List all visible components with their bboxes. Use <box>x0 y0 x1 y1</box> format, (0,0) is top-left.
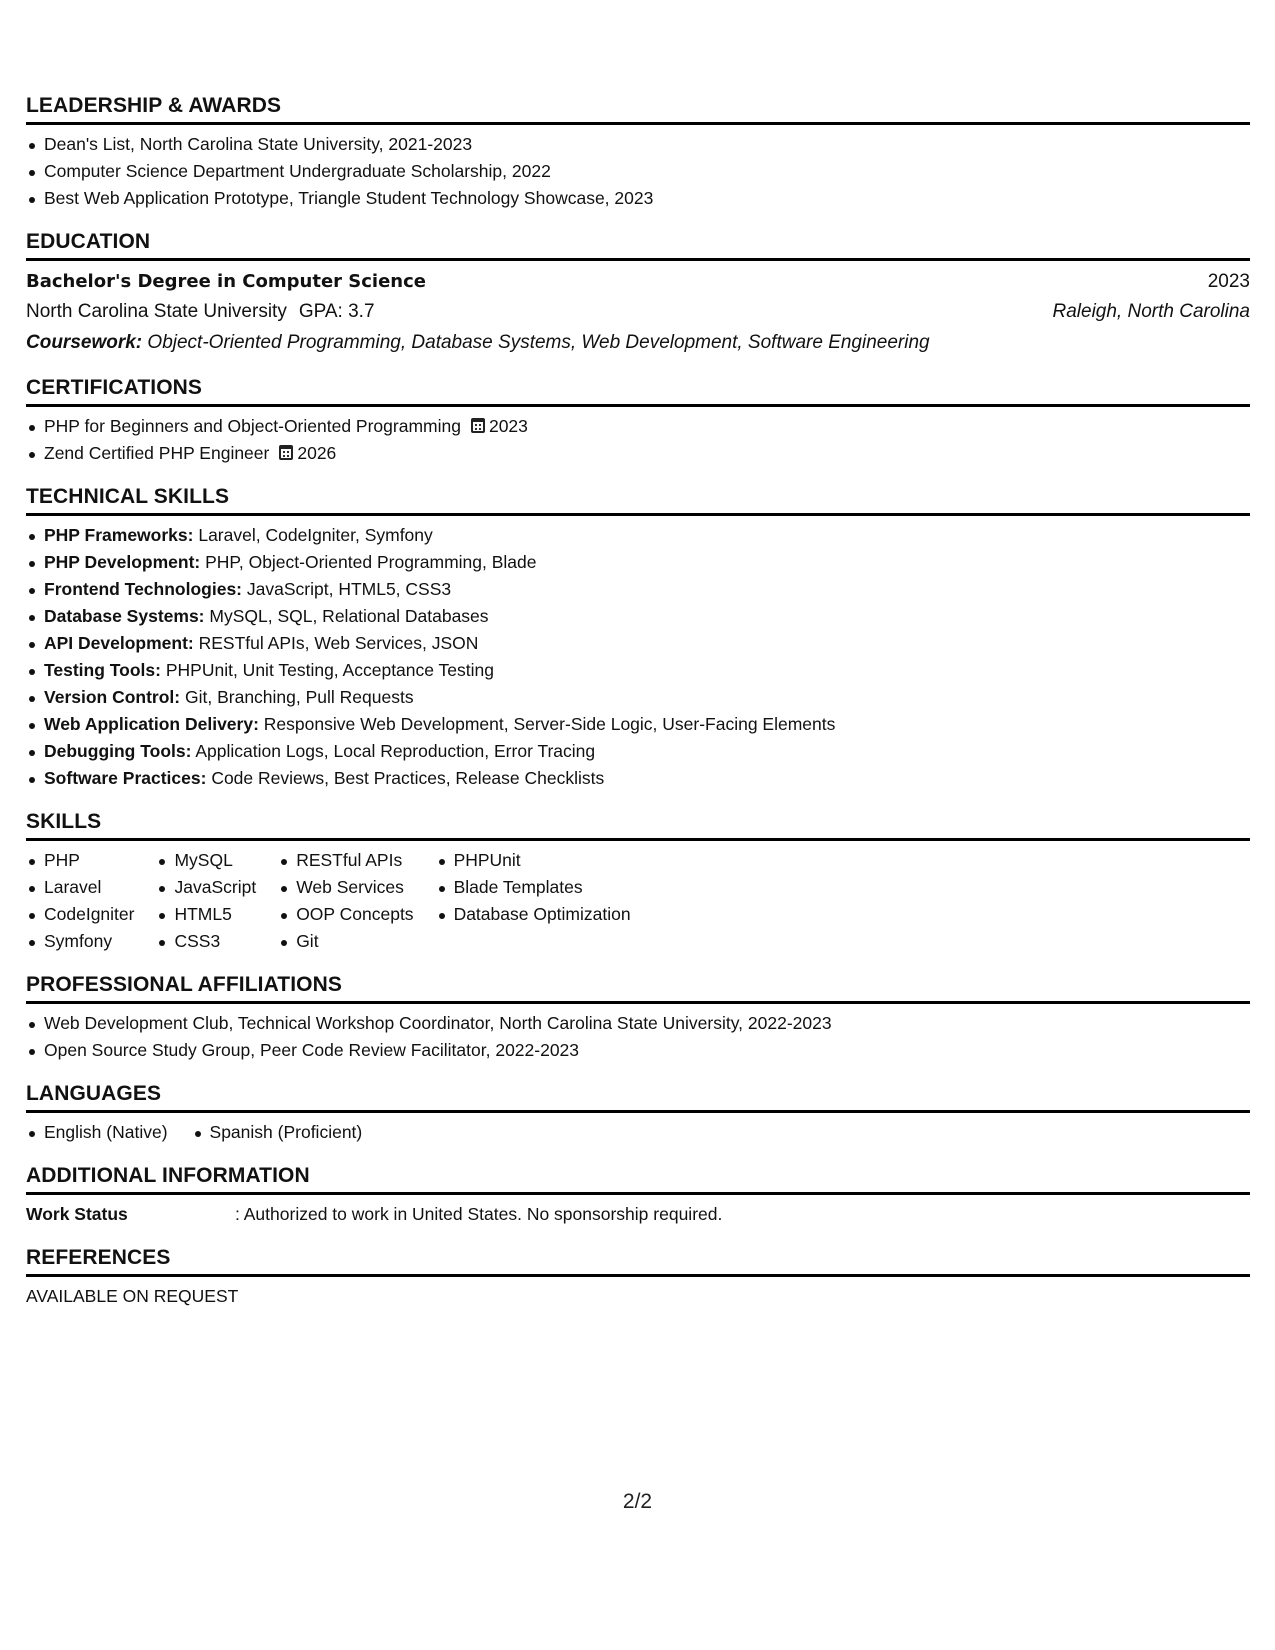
list-item: Dean's List, North Carolina State University, 2021-2023 <box>26 131 1250 158</box>
list-item: CSS3 <box>156 928 256 955</box>
certifications-list <box>26 413 1250 467</box>
section-title: SKILLS <box>26 809 1250 841</box>
references-text: AVAILABLE ON REQUEST <box>26 1286 239 1306</box>
skill-label: Version Control: <box>44 687 181 707</box>
list-item: Spanish (Proficient) <box>192 1119 363 1146</box>
skill-value: Responsive Web Development, Server-Side Logic, User-Facing Elements <box>263 714 836 734</box>
leadership-list <box>26 131 1250 212</box>
section-title: EDUCATION <box>26 229 1250 261</box>
section-title: CERTIFICATIONS <box>26 375 1250 407</box>
skill-label: Debugging Tools: <box>44 741 192 761</box>
languages-list <box>26 1119 1250 1146</box>
certification-name: PHP for Beginners and Object-Oriented Programming <box>44 416 461 436</box>
list-item: English (Native) <box>26 1119 168 1146</box>
references-section <box>26 1245 1250 1309</box>
list-item: Best Web Application Prototype, Triangle Student Technology Showcase, 2023 <box>26 185 1250 212</box>
list-item <box>26 576 1250 603</box>
list-item <box>26 711 1250 738</box>
list-item: PHP <box>26 847 134 874</box>
list-item <box>26 549 1250 576</box>
skill-label: PHP Frameworks: <box>44 525 194 545</box>
education-school-row <box>26 297 1250 327</box>
skill-value: MySQL, SQL, Relational Databases <box>209 606 489 626</box>
skills-grid <box>26 847 1250 955</box>
certifications-section <box>26 375 1250 467</box>
skills-column <box>26 847 134 955</box>
list-item: Web Services <box>278 874 413 901</box>
calendar-icon <box>279 445 293 460</box>
skills-column <box>156 847 256 955</box>
skill-label: Frontend Technologies: <box>44 579 243 599</box>
skill-value: Application Logs, Local Reproduction, Error Tracing <box>195 741 596 761</box>
skill-value: Code Reviews, Best Practices, Release Checklists <box>211 768 605 788</box>
education-header-row <box>26 267 1250 297</box>
calendar-icon <box>471 418 485 433</box>
section-title: PROFESSIONAL AFFILIATIONS <box>26 972 1250 1004</box>
technical-skills-section <box>26 484 1250 792</box>
certification-name: Zend Certified PHP Engineer <box>44 443 270 463</box>
skill-value: RESTful APIs, Web Services, JSON <box>198 633 479 653</box>
list-item <box>26 657 1250 684</box>
list-item: Database Optimization <box>436 901 631 928</box>
skill-value: Laravel, CodeIgniter, Symfony <box>198 525 433 545</box>
skill-label: Database Systems: <box>44 606 205 626</box>
list-item: JavaScript <box>156 874 256 901</box>
education-section <box>26 229 1250 358</box>
list-item <box>26 738 1250 765</box>
section-title: TECHNICAL SKILLS <box>26 484 1250 516</box>
list-item: Laravel <box>26 874 134 901</box>
gpa: GPA: 3.7 <box>298 301 375 322</box>
list-item <box>26 440 1250 467</box>
work-status-label: Work Status <box>26 1204 128 1224</box>
certification-year: 2023 <box>488 416 528 436</box>
school-info <box>26 297 375 327</box>
coursework <box>26 327 1250 358</box>
list-item: HTML5 <box>156 901 256 928</box>
list-item: CodeIgniter <box>26 901 134 928</box>
list-item <box>26 413 1250 440</box>
skill-value: Git, Branching, Pull Requests <box>185 687 414 707</box>
skill-value: PHPUnit, Unit Testing, Acceptance Testing <box>165 660 495 680</box>
work-status-row <box>26 1201 1250 1228</box>
skill-label: Web Application Delivery: <box>44 714 259 734</box>
degree: Bachelor's Degree in Computer Science <box>26 271 426 292</box>
school-name: North Carolina State University <box>26 301 287 322</box>
list-item: Computer Science Department Undergraduate Scholarship, 2022 <box>26 158 1250 185</box>
skill-label: Software Practices: <box>44 768 207 788</box>
section-title: LEADERSHIP & AWARDS <box>26 93 1250 125</box>
graduation-year: 2023 <box>1207 271 1250 292</box>
affiliations-list <box>26 1010 1250 1064</box>
skills-column <box>436 847 631 955</box>
list-item: Symfony <box>26 928 134 955</box>
additional-info-section <box>26 1163 1250 1228</box>
skill-value: JavaScript, HTML5, CSS3 <box>246 579 452 599</box>
technical-skills-list <box>26 522 1250 792</box>
list-item: Blade Templates <box>436 874 631 901</box>
list-item <box>26 630 1250 657</box>
skill-label: Testing Tools: <box>44 660 161 680</box>
list-item: PHPUnit <box>436 847 631 874</box>
languages-section <box>26 1081 1250 1146</box>
section-title: LANGUAGES <box>26 1081 1250 1113</box>
skills-section <box>26 809 1250 955</box>
list-item: OOP Concepts <box>278 901 413 928</box>
list-item: MySQL <box>156 847 256 874</box>
list-item <box>26 603 1250 630</box>
work-status-value: : Authorized to work in United States. No sponsorship required. <box>235 1204 723 1224</box>
coursework-label: Coursework: <box>26 332 143 353</box>
section-title: ADDITIONAL INFORMATION <box>26 1163 1250 1195</box>
leadership-section <box>26 93 1250 212</box>
section-title: REFERENCES <box>26 1245 1250 1277</box>
resume-page <box>26 93 1250 1326</box>
list-item <box>26 522 1250 549</box>
school-location: Raleigh, North Carolina <box>1052 301 1250 322</box>
page-number: 2/2 <box>622 1490 653 1513</box>
list-item: RESTful APIs <box>278 847 413 874</box>
skill-value: PHP, Object-Oriented Programming, Blade <box>205 552 537 572</box>
list-item <box>26 684 1250 711</box>
skill-label: PHP Development: <box>44 552 201 572</box>
list-item: Web Development Club, Technical Workshop Coordinator, North Carolina State University, 2022-2023 <box>26 1010 1250 1037</box>
list-item <box>26 765 1250 792</box>
affiliations-section <box>26 972 1250 1064</box>
certification-year: 2026 <box>297 443 337 463</box>
list-item: Open Source Study Group, Peer Code Review Facilitator, 2022-2023 <box>26 1037 1250 1064</box>
skills-column <box>278 847 413 955</box>
list-item: Git <box>278 928 413 955</box>
skill-label: API Development: <box>44 633 194 653</box>
coursework-list: Object-Oriented Programming, Database Systems, Web Development, Software Engineering <box>147 332 930 353</box>
